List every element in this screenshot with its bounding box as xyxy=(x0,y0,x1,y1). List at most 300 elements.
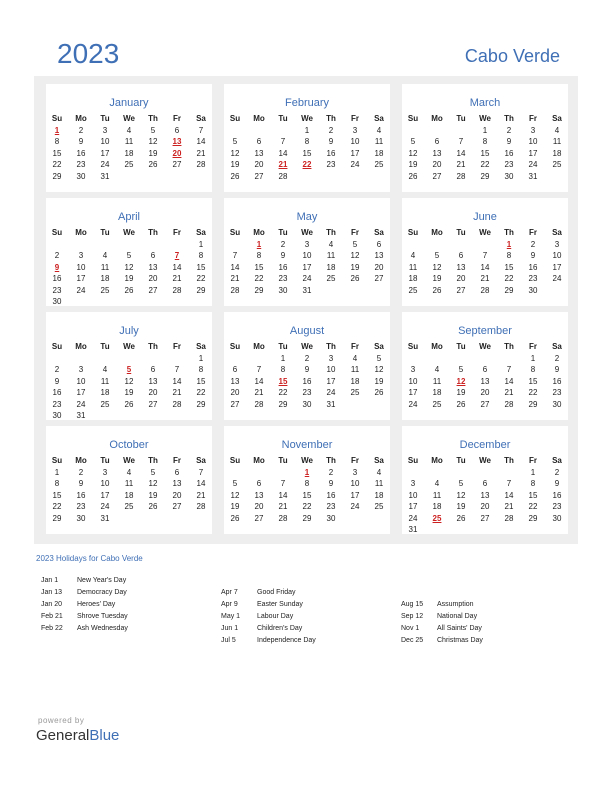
holiday-date: Feb 22 xyxy=(41,625,63,632)
day-cell: 7 xyxy=(506,479,512,488)
weekday-header: Sa xyxy=(374,456,384,465)
day-cell: 7 xyxy=(458,137,464,146)
day-cell: 1 xyxy=(54,467,60,477)
day-cell: 29 xyxy=(52,171,62,181)
day-cell: 28 xyxy=(196,160,206,169)
day-cell: 8 xyxy=(304,479,310,488)
day-cell: 27 xyxy=(172,502,182,511)
empty-day-cell xyxy=(401,467,425,479)
day-cell: 31 xyxy=(408,525,418,534)
day-cell: 10 xyxy=(350,137,360,146)
day-cell: 15 xyxy=(52,148,62,158)
day-cell: 8 xyxy=(506,251,512,260)
day-cell: 12 xyxy=(124,262,134,272)
holiday-name: Children's Day xyxy=(257,625,303,632)
holiday-row xyxy=(221,599,401,611)
day-cell: 25 xyxy=(350,388,360,397)
day-cell: 21 xyxy=(278,502,288,511)
day-cell: 7 xyxy=(280,137,286,146)
day-cell: 30 xyxy=(76,171,86,181)
weekday-header: Th xyxy=(504,114,514,123)
holiday-date: Feb 21 xyxy=(41,613,63,620)
day-cell: 12 xyxy=(148,137,158,146)
day-cell: 25 xyxy=(552,160,562,169)
day-cell: 22 xyxy=(196,274,206,283)
day-cell: 20 xyxy=(480,388,490,397)
day-cell: 20 xyxy=(456,274,466,283)
day-cell: 12 xyxy=(456,490,466,500)
day-cell: 26 xyxy=(456,513,466,523)
holiday-row xyxy=(41,587,221,599)
day-cell: 7 xyxy=(280,479,286,488)
month-name: December xyxy=(459,439,511,451)
day-cell: 12 xyxy=(408,148,418,158)
day-cell: 16 xyxy=(52,388,62,397)
day-cell: 4 xyxy=(328,239,334,249)
day-cell: 9 xyxy=(78,479,84,488)
weekday-header: Su xyxy=(51,456,63,465)
weekday-header: Tu xyxy=(278,228,288,237)
weekday-header: Tu xyxy=(456,228,466,237)
day-cell: 6 xyxy=(482,365,488,374)
holiday-day-cell: 21 xyxy=(278,160,288,169)
day-cell: 9 xyxy=(554,365,560,374)
day-cell: 17 xyxy=(100,490,110,500)
day-cell: 10 xyxy=(76,262,86,272)
day-cell: 18 xyxy=(408,274,418,283)
day-cell: 4 xyxy=(434,365,440,374)
empty-day-cell xyxy=(141,239,165,251)
day-cell: 9 xyxy=(328,137,334,146)
day-cell: 1 xyxy=(530,353,536,363)
empty-day-cell xyxy=(223,239,247,251)
day-cell: 10 xyxy=(100,479,110,488)
month-august xyxy=(224,312,390,420)
day-cell: 19 xyxy=(124,274,134,283)
day-cell: 8 xyxy=(256,251,262,260)
day-cell: 2 xyxy=(54,251,60,260)
day-cell: 23 xyxy=(52,399,62,409)
weekday-header: Tu xyxy=(456,114,466,123)
day-cell: 10 xyxy=(76,376,86,386)
day-cell: 14 xyxy=(278,490,288,500)
day-cell: 18 xyxy=(432,502,442,511)
weekday-header: Sa xyxy=(196,456,206,465)
day-cell: 1 xyxy=(304,125,310,135)
day-cell: 16 xyxy=(504,148,514,158)
day-cell: 2 xyxy=(78,125,84,135)
day-cell: 17 xyxy=(76,274,86,283)
holiday-name: Ash Wednesday xyxy=(77,625,128,632)
day-cell: 25 xyxy=(124,502,134,511)
day-cell: 8 xyxy=(530,479,536,488)
month-december xyxy=(402,426,568,534)
day-cell: 26 xyxy=(230,171,240,181)
day-cell: 7 xyxy=(506,365,512,374)
day-cell: 19 xyxy=(374,376,384,386)
day-cell: 8 xyxy=(198,365,204,374)
holiday-name: Labour Day xyxy=(257,613,294,620)
holiday-name: Heroes' Day xyxy=(77,601,116,608)
month-september xyxy=(402,312,568,420)
weekday-header: Mo xyxy=(431,456,443,465)
holiday-name: New Year's Day xyxy=(77,577,127,584)
day-cell: 1 xyxy=(280,353,286,363)
weekday-header: Tu xyxy=(456,342,466,351)
month-days-grid xyxy=(46,227,212,308)
day-cell: 28 xyxy=(456,171,466,181)
weekday-header: Fr xyxy=(173,456,181,465)
weekday-header: Sa xyxy=(196,228,206,237)
day-cell: 30 xyxy=(552,399,562,409)
day-cell: 4 xyxy=(376,125,382,135)
empty-day-cell xyxy=(401,353,425,365)
holiday-date: Dec 25 xyxy=(401,637,424,644)
day-cell: 11 xyxy=(350,365,360,374)
day-cell: 1 xyxy=(530,467,536,477)
day-cell: 15 xyxy=(480,148,490,158)
month-name: October xyxy=(109,439,149,451)
day-cell: 15 xyxy=(528,490,538,500)
holiday-date: Sep 12 xyxy=(401,613,424,620)
day-cell: 19 xyxy=(456,502,466,511)
weekday-header: Th xyxy=(326,456,336,465)
holiday-day-cell: 25 xyxy=(432,513,442,523)
holiday-row xyxy=(221,635,401,647)
weekday-header: We xyxy=(123,114,135,123)
day-cell: 18 xyxy=(350,376,360,386)
empty-day-cell xyxy=(425,239,449,251)
holidays-title: 2023 Holidays for Cabo Verde xyxy=(36,554,143,563)
day-cell: 28 xyxy=(230,285,240,295)
empty-day-cell xyxy=(271,467,295,479)
day-cell: 11 xyxy=(408,262,418,272)
weekday-header: Su xyxy=(407,114,419,123)
day-cell: 14 xyxy=(172,376,182,386)
empty-day-cell xyxy=(425,467,449,479)
empty-day-cell xyxy=(247,467,271,479)
holiday-date: May 1 xyxy=(221,613,241,620)
empty-day-cell xyxy=(449,353,473,365)
holiday-row xyxy=(221,611,401,623)
day-cell: 11 xyxy=(100,376,110,386)
month-june xyxy=(402,198,568,306)
day-cell: 19 xyxy=(148,148,158,158)
day-cell: 26 xyxy=(230,513,240,523)
weekday-header: Mo xyxy=(253,114,265,123)
day-cell: 5 xyxy=(352,239,358,249)
day-cell: 26 xyxy=(432,285,442,295)
holiday-list-column xyxy=(41,575,221,635)
holiday-row xyxy=(401,623,581,635)
day-cell: 19 xyxy=(408,160,418,169)
day-cell: 16 xyxy=(552,490,562,500)
empty-day-cell xyxy=(45,353,69,365)
holiday-row xyxy=(41,599,221,611)
day-cell: 13 xyxy=(254,490,264,500)
day-cell: 9 xyxy=(280,251,286,260)
day-cell: 25 xyxy=(432,399,442,409)
day-cell: 9 xyxy=(506,137,512,146)
weekday-header: Tu xyxy=(100,342,110,351)
month-april xyxy=(46,198,212,306)
empty-day-cell xyxy=(223,467,247,479)
day-cell: 13 xyxy=(230,376,240,386)
weekday-header: Fr xyxy=(173,228,181,237)
month-days-grid xyxy=(402,227,568,296)
day-cell: 6 xyxy=(174,125,180,135)
day-cell: 23 xyxy=(552,502,562,511)
day-cell: 5 xyxy=(150,467,156,477)
day-cell: 11 xyxy=(100,262,110,272)
day-cell: 29 xyxy=(196,399,206,409)
day-cell: 3 xyxy=(352,467,358,477)
holiday-date: Apr 7 xyxy=(221,589,238,596)
day-cell: 18 xyxy=(124,490,134,500)
month-name: August xyxy=(289,325,325,337)
day-cell: 17 xyxy=(350,148,360,158)
day-cell: 8 xyxy=(54,479,60,488)
day-cell: 23 xyxy=(552,388,562,397)
weekday-header: Fr xyxy=(529,228,537,237)
day-cell: 13 xyxy=(254,148,264,158)
empty-day-cell xyxy=(247,125,271,137)
day-cell: 30 xyxy=(52,297,62,306)
day-cell: 31 xyxy=(302,285,312,295)
day-cell: 4 xyxy=(376,467,382,477)
holiday-day-cell: 1 xyxy=(506,239,512,249)
day-cell: 17 xyxy=(408,502,418,511)
day-cell: 16 xyxy=(326,490,336,500)
day-cell: 22 xyxy=(278,388,288,397)
day-cell: 30 xyxy=(504,171,514,181)
day-cell: 8 xyxy=(530,365,536,374)
weekday-header: We xyxy=(123,342,135,351)
day-cell: 2 xyxy=(328,125,334,135)
weekday-header: Sa xyxy=(374,114,384,123)
day-cell: 12 xyxy=(432,262,442,272)
day-cell: 4 xyxy=(126,467,132,477)
weekday-header: We xyxy=(123,456,135,465)
weekday-header: Tu xyxy=(100,114,110,123)
day-cell: 24 xyxy=(350,502,360,511)
day-cell: 10 xyxy=(408,376,418,386)
holiday-day-cell: 1 xyxy=(54,125,60,135)
day-cell: 21 xyxy=(196,148,206,158)
day-cell: 25 xyxy=(100,285,110,295)
day-cell: 28 xyxy=(172,399,182,409)
weekday-header: Th xyxy=(504,456,514,465)
month-days-grid xyxy=(224,113,390,182)
weekday-header: Th xyxy=(326,228,336,237)
holiday-date: Jan 20 xyxy=(41,601,63,608)
day-cell: 21 xyxy=(172,274,182,283)
empty-day-cell xyxy=(223,353,247,365)
day-cell: 2 xyxy=(554,353,560,363)
day-cell: 7 xyxy=(198,125,204,135)
day-cell: 23 xyxy=(302,388,312,397)
weekday-header: Sa xyxy=(374,228,384,237)
day-cell: 15 xyxy=(302,490,312,500)
day-cell: 24 xyxy=(100,160,110,169)
day-cell: 23 xyxy=(326,160,336,169)
day-cell: 16 xyxy=(552,376,562,386)
day-cell: 14 xyxy=(196,137,206,146)
day-cell: 13 xyxy=(480,490,490,500)
weekday-header: Su xyxy=(51,342,63,351)
day-cell: 29 xyxy=(302,513,312,523)
day-cell: 6 xyxy=(150,365,156,374)
weekday-header: Su xyxy=(229,456,241,465)
weekday-header: Th xyxy=(326,342,336,351)
day-cell: 6 xyxy=(458,251,464,260)
day-cell: 27 xyxy=(480,513,490,523)
day-cell: 28 xyxy=(504,399,514,409)
day-cell: 30 xyxy=(552,513,562,523)
weekday-header: Mo xyxy=(75,228,87,237)
holiday-name: Good Friday xyxy=(257,589,296,596)
day-cell: 4 xyxy=(410,251,416,260)
empty-day-cell xyxy=(473,467,497,479)
day-cell: 25 xyxy=(374,160,384,169)
day-cell: 12 xyxy=(230,148,240,158)
day-cell: 31 xyxy=(76,411,86,420)
weekday-header: Th xyxy=(148,342,158,351)
day-cell: 31 xyxy=(528,171,538,181)
holiday-row xyxy=(41,575,221,587)
day-cell: 26 xyxy=(350,274,360,283)
holiday-day-cell: 12 xyxy=(456,376,466,386)
day-cell: 14 xyxy=(504,376,514,386)
day-cell: 7 xyxy=(232,251,238,260)
weekday-header: Mo xyxy=(431,342,443,351)
day-cell: 26 xyxy=(456,399,466,409)
day-cell: 15 xyxy=(52,490,62,500)
day-cell: 2 xyxy=(554,467,560,477)
day-cell: 6 xyxy=(434,137,440,146)
weekday-header: Th xyxy=(504,228,514,237)
weekday-header: Sa xyxy=(552,342,562,351)
day-cell: 22 xyxy=(52,160,62,169)
day-cell: 19 xyxy=(350,262,360,272)
day-cell: 10 xyxy=(350,479,360,488)
day-cell: 19 xyxy=(456,388,466,397)
day-cell: 17 xyxy=(350,490,360,500)
day-cell: 17 xyxy=(100,148,110,158)
day-cell: 20 xyxy=(254,160,264,169)
weekday-header: Su xyxy=(407,456,419,465)
weekday-header: Mo xyxy=(431,228,443,237)
weekday-header: We xyxy=(301,342,313,351)
day-cell: 13 xyxy=(148,262,158,272)
empty-day-cell xyxy=(473,353,497,365)
day-cell: 11 xyxy=(432,376,442,386)
day-cell: 24 xyxy=(408,399,418,409)
day-cell: 14 xyxy=(456,148,466,158)
month-name: January xyxy=(109,97,149,109)
day-cell: 23 xyxy=(278,274,288,283)
empty-day-cell xyxy=(165,353,189,365)
holiday-date: Jan 1 xyxy=(41,577,59,584)
month-name: November xyxy=(281,439,333,451)
holiday-name: Independence Day xyxy=(257,637,316,644)
empty-day-cell xyxy=(223,125,247,137)
day-cell: 7 xyxy=(256,365,262,374)
holiday-name: Democracy Day xyxy=(77,589,127,596)
day-cell: 16 xyxy=(76,490,86,500)
day-cell: 20 xyxy=(480,502,490,511)
month-february xyxy=(224,84,390,192)
month-name: February xyxy=(284,97,330,109)
day-cell: 24 xyxy=(76,399,86,409)
day-cell: 10 xyxy=(100,137,110,146)
day-cell: 28 xyxy=(278,171,288,181)
weekday-header: We xyxy=(301,114,313,123)
weekday-header: Su xyxy=(51,228,63,237)
day-cell: 1 xyxy=(198,353,204,363)
month-days-grid xyxy=(46,341,212,422)
weekday-header: We xyxy=(479,114,491,123)
day-cell: 11 xyxy=(552,137,562,146)
day-cell: 25 xyxy=(124,160,134,169)
empty-day-cell xyxy=(247,353,271,365)
day-cell: 14 xyxy=(196,479,206,488)
day-cell: 23 xyxy=(76,502,86,511)
weekday-header: Tu xyxy=(278,456,288,465)
day-cell: 29 xyxy=(480,171,490,181)
day-cell: 6 xyxy=(256,479,262,488)
empty-day-cell xyxy=(425,125,449,137)
day-cell: 5 xyxy=(458,479,464,488)
day-cell: 28 xyxy=(196,502,206,511)
empty-day-cell xyxy=(449,239,473,251)
day-cell: 15 xyxy=(528,376,538,386)
day-cell: 22 xyxy=(528,388,538,397)
day-cell: 23 xyxy=(326,502,336,511)
day-cell: 12 xyxy=(148,479,158,488)
day-cell: 10 xyxy=(528,137,538,146)
day-cell: 19 xyxy=(432,274,442,283)
weekday-header: Su xyxy=(407,228,419,237)
month-days-grid xyxy=(224,227,390,296)
day-cell: 22 xyxy=(196,388,206,397)
day-cell: 1 xyxy=(482,125,488,135)
day-cell: 27 xyxy=(148,285,158,295)
empty-day-cell xyxy=(93,353,117,365)
day-cell: 21 xyxy=(230,274,240,283)
holiday-day-cell: 13 xyxy=(172,137,182,146)
day-cell: 11 xyxy=(326,251,336,260)
day-cell: 11 xyxy=(124,479,134,488)
day-cell: 20 xyxy=(432,160,442,169)
weekday-header: Fr xyxy=(351,228,359,237)
holiday-name: Christmas Day xyxy=(437,637,483,644)
weekday-header: Th xyxy=(504,342,514,351)
weekday-header: Tu xyxy=(278,342,288,351)
weekday-header: Mo xyxy=(75,342,87,351)
day-cell: 15 xyxy=(196,376,206,386)
day-cell: 7 xyxy=(174,365,180,374)
day-cell: 4 xyxy=(126,125,132,135)
day-cell: 5 xyxy=(458,365,464,374)
empty-day-cell xyxy=(117,239,141,251)
holiday-name: All Saints' Day xyxy=(437,625,482,632)
weekday-header: Sa xyxy=(552,456,562,465)
empty-day-cell xyxy=(69,353,93,365)
day-cell: 18 xyxy=(374,490,384,500)
holiday-day-cell: 9 xyxy=(54,262,60,272)
day-cell: 9 xyxy=(328,479,334,488)
